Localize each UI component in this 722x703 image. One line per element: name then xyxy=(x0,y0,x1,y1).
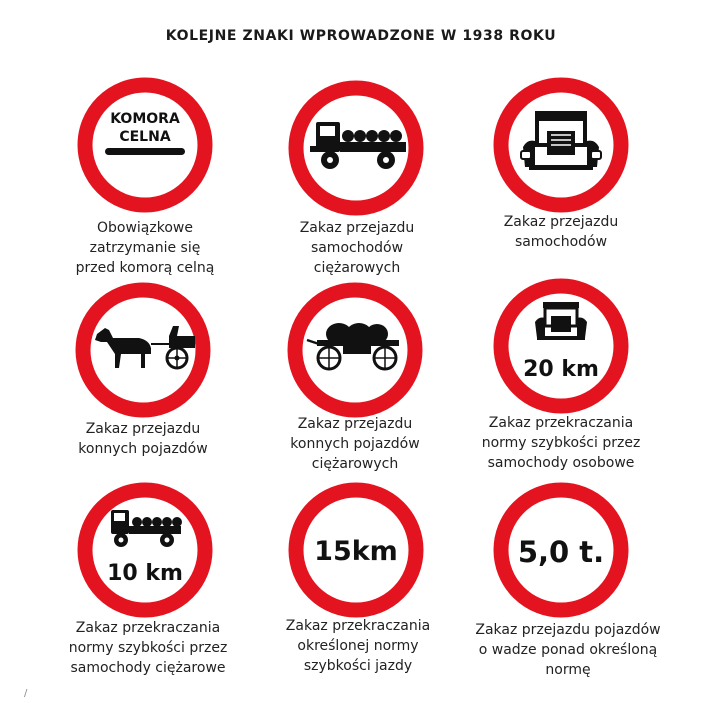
caption-customs-stop xyxy=(35,218,255,278)
caption-line: Zakaz przekraczania xyxy=(285,618,431,634)
caption-truck-speed-limit xyxy=(38,618,258,678)
caption-car-speed-limit xyxy=(451,413,671,473)
caption-line: szybkości jazdy xyxy=(303,658,413,674)
caption-line: ciężarowych xyxy=(313,260,401,276)
caption-no-loaded-carts xyxy=(245,414,465,474)
sign-text-10km: 10 km xyxy=(107,561,183,586)
caption-line: konnych pojazdów xyxy=(78,441,208,457)
sign-speed-limit xyxy=(288,482,424,618)
caption-line: ciężarowych xyxy=(311,456,399,472)
caption-line: konnych pojazdów xyxy=(290,436,420,452)
sign-no-trucks xyxy=(288,80,424,216)
caption-line: określonej normy xyxy=(297,638,419,654)
caption-no-trucks xyxy=(247,218,467,278)
caption-line: normę xyxy=(545,662,591,678)
caption-line: Zakaz przekraczania xyxy=(75,620,221,636)
caption-line: Zakaz przejazdu xyxy=(297,416,413,432)
caption-line: Zakaz przejazdu xyxy=(299,220,415,236)
caption-weight-limit xyxy=(458,620,678,680)
caption-line: samochody osobowe xyxy=(487,455,635,471)
caption-line: Zakaz przejazdu xyxy=(503,214,619,230)
sign-weight-limit xyxy=(493,482,629,618)
sign-text-15km: 15km xyxy=(314,536,398,567)
caption-line: Zakaz przekraczania xyxy=(488,415,634,431)
caption-line: przed komorą celną xyxy=(75,260,215,276)
sign-no-loaded-carts xyxy=(287,282,423,418)
sign-truck-speed-limit xyxy=(77,482,213,618)
caption-line: zatrzymanie się xyxy=(89,240,201,256)
caption-line: Zakaz przejazdu xyxy=(85,421,201,437)
sign-text-celna: CELNA xyxy=(119,129,171,145)
caption-no-horse-carts xyxy=(33,419,253,459)
sign-no-cars xyxy=(493,77,629,213)
caption-line: Zakaz przejazdu pojazdów xyxy=(475,622,661,638)
caption-line: Obowiązkowe xyxy=(97,220,193,236)
caption-line: samochodów xyxy=(514,234,608,250)
sign-car-speed-limit xyxy=(493,278,629,414)
sign-text-20km: 20 km xyxy=(523,357,599,382)
caption-line: normy szybkości przez xyxy=(68,640,228,656)
sign-customs-stop xyxy=(77,77,213,213)
sign-no-horse-carts xyxy=(75,282,211,418)
caption-line: o wadze ponad określoną xyxy=(478,642,658,658)
caption-no-cars xyxy=(451,212,671,252)
sign-text-komora: KOMORA xyxy=(110,111,180,127)
caption-speed-limit xyxy=(248,616,468,676)
caption-line: samochody ciężarowe xyxy=(70,660,226,676)
caption-line: samochodów xyxy=(310,240,404,256)
corner-mark: / xyxy=(24,688,28,699)
page-title: KOLEJNE ZNAKI WPROWADZONE W 1938 ROKU xyxy=(165,28,557,44)
sign-text-5t: 5,0 t. xyxy=(517,535,605,569)
customs-bar-icon xyxy=(105,148,185,155)
caption-line: normy szybkości przez xyxy=(481,435,641,451)
